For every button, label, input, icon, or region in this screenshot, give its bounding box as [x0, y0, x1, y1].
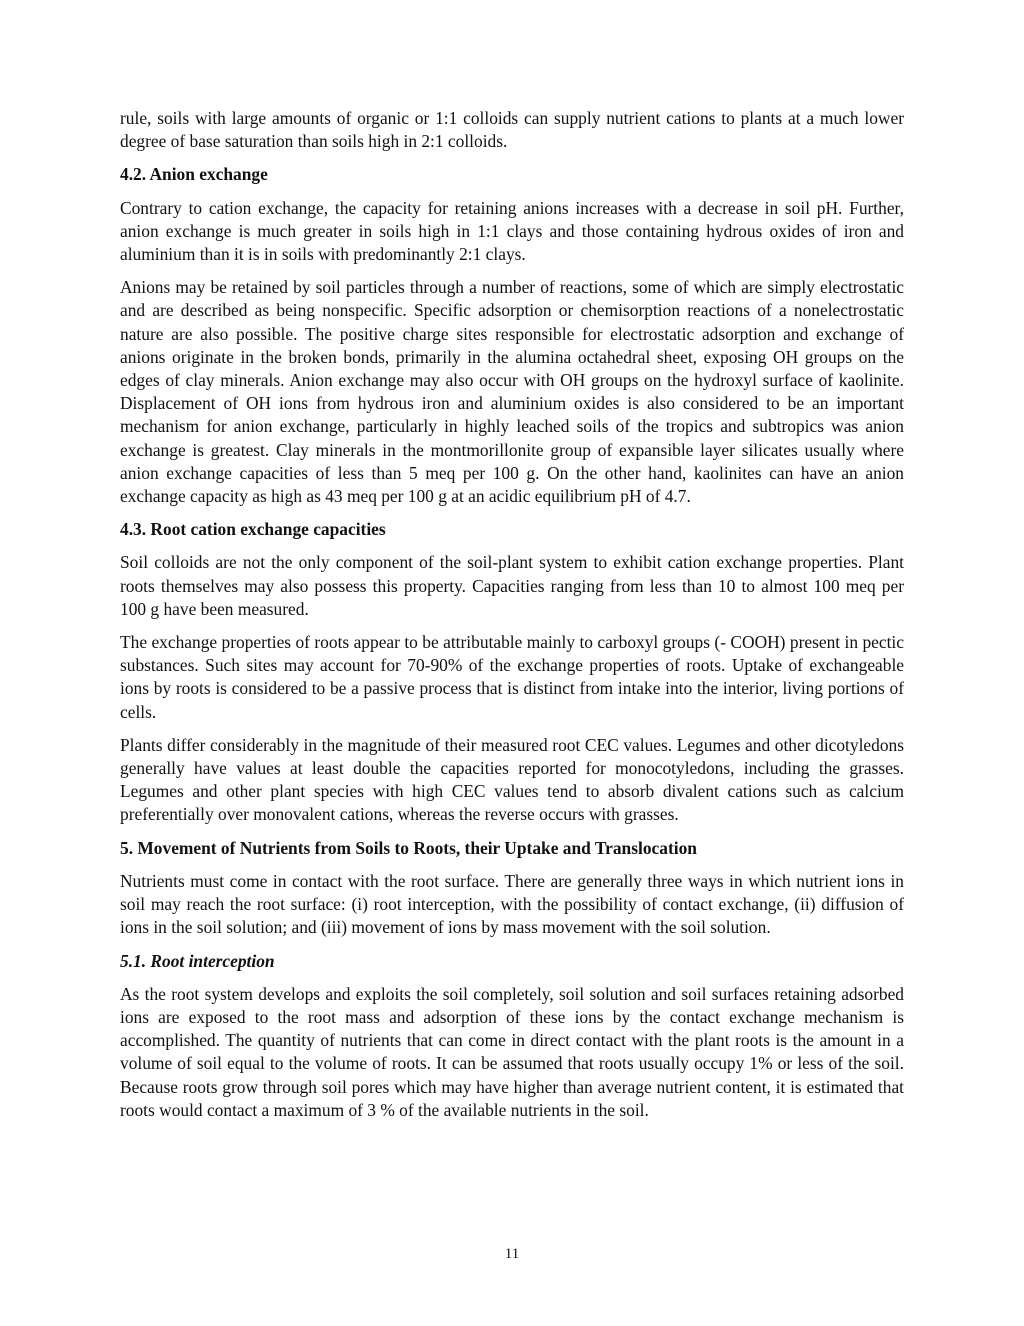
paragraph-root-cec-intro: Soil colloids are not the only component of the soil-plant system to exhibit cation exchange properties. Plant roots themselves may also possess this property. Capacities ranging from less than 10 to almost 100 meq per 100 g have been measured. [120, 552, 904, 619]
heading-nutrient-movement: 5. Movement of Nutrients from Soils to Roots, their Uptake and Translocation [120, 837, 697, 858]
heading-anion-exchange: 4.2. Anion exchange [120, 164, 268, 185]
heading-root-cec: 4.3. Root cation exchange capacities [120, 519, 386, 540]
paragraph-base-saturation: rule, soils with large amounts of organic or 1:1 colloids can supply nutrient cations to plants at a much lower degree of base saturation than soils high in 2:1 colloids. [120, 108, 904, 152]
page-number: 11 [504, 1246, 520, 1262]
paragraph-anion-capacity: Contrary to cation exchange, the capacity for retaining anions increases with a decrease in soil pH. Further, anion exchange is much greater in soils high in 1:1 clays and those containing hydrous oxides of iron and aluminium than it is in soils with predominantly 2:1 clays. [120, 197, 904, 265]
paragraph-anion-retention: Anions may be retained by soil particles through a number of reactions, some of which are simply electrostatic and are described as being nonspecific. Specific adsorption or chemisorption reactions of a nonelectrostatic nature are also possible. The positive charge sites responsible for electrostatic adsorption and exchange of anions originate in the broken bonds, primarily in the alumina octahedral sheet, exposing OH groups on the edges of clay minerals. Anion exchange may also occur with OH groups on the hydroxyl surface of kaolinite. Displacement of OH ions from hydrous iron and aluminium oxides is also considered to be an important mechanism for anion exchange, particularly in highly leached soils of the tropics and subtropics was anion exchange is greatest. Clay minerals in the montmorillonite group of expansible layer silicates usually where anion exchange capacities of less than 5 meq per 100 g. On the other hand, kaolinites can have an anion exchange capacity as high as 43 meq per 100 g at an acidic equilibrium pH of 4.7. [120, 277, 904, 507]
page-body [120, 107, 904, 1132]
paragraph-plant-cec-differences: Plants differ considerably in the magnitude of their measured root CEC values. Legumes and other dicotyledons generally have values at least double the capacities reported for monocotyledons, including the grasses. Legumes and other plant species with high CEC values tend to absorb divalent cations such as calcium preferentially over monovalent cations, whereas the reverse occurs with grasses. [120, 734, 904, 825]
paragraph-nutrient-contact: Nutrients must come in contact with the root surface. There are generally three ways in which nutrient ions in soil may reach the root surface: (i) root interception, with the possibility of contact exchange, (ii) diffusion of ions in the soil solution; and (iii) movement of ions by mass movement with the soil solution. [120, 870, 904, 938]
paragraph-root-interception: As the root system develops and exploits the soil completely, soil solution and soil surfaces retaining adsorbed ions are exposed to the root mass and adsorption of these ions by the contact exchange mechanism is accomplished. The quantity of nutrients that can come in direct contact with the plant roots is the amount in a volume of soil equal to the volume of roots. It can be assumed that roots usually occupy 1% or less of the soil. Because roots grow through soil pores which may have higher than average nutrient content, it is estimated that roots would contact a maximum of 3 % of the available nutrients in the soil. [120, 983, 904, 1120]
heading-root-interception: 5.1. Root interception [120, 950, 275, 971]
paragraph-root-exchange-properties: The exchange properties of roots appear to be attributable mainly to carboxyl groups (- COOH) present in pectic substances. Such sites may account for 70-90% of the exchange properties of roots. Uptake of exchangeable ions by roots is considered to be a passive process that is distinct from intake into the interior, living portions of cells. [120, 632, 904, 722]
